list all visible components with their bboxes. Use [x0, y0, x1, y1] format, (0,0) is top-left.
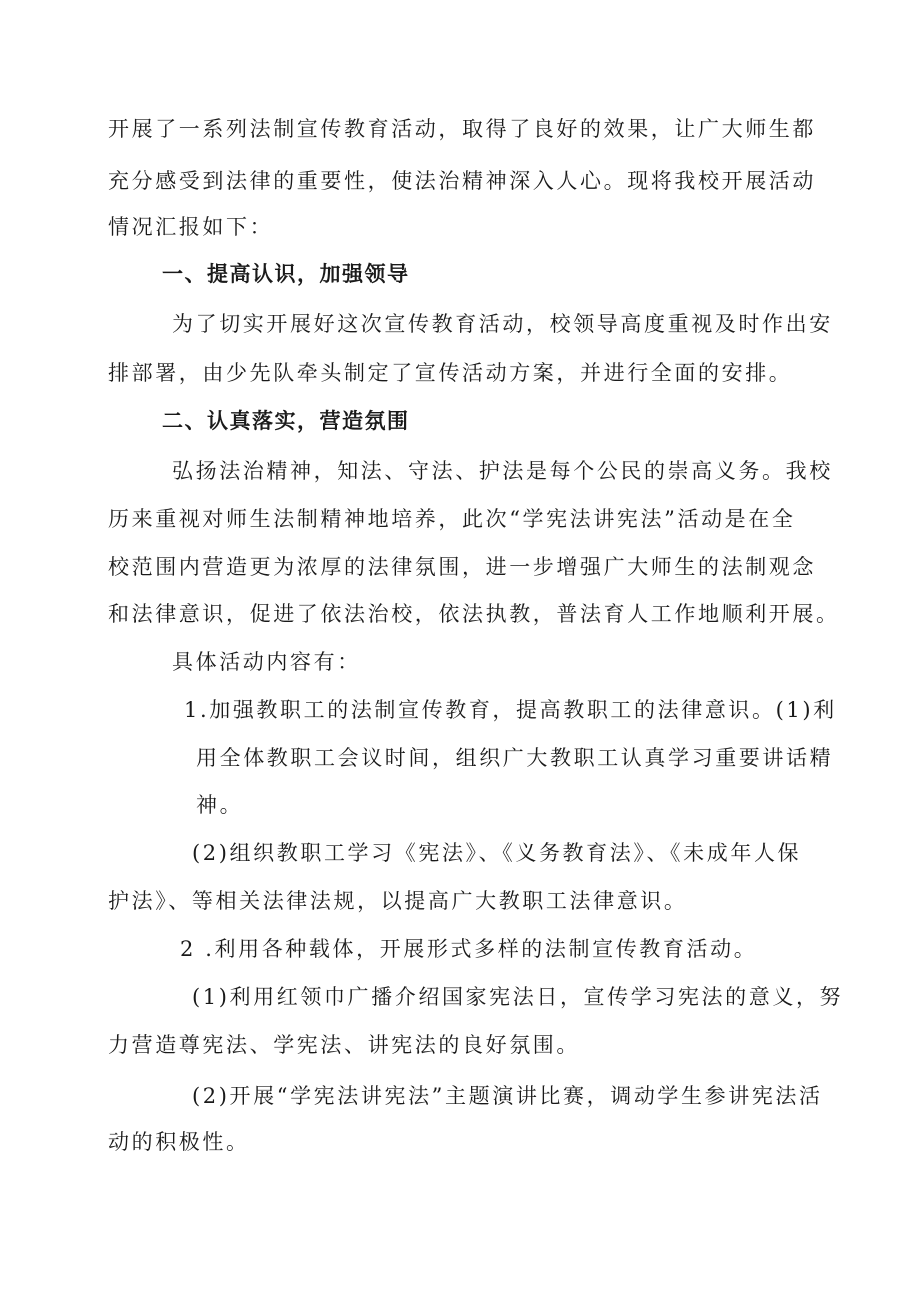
- section-2-heading: 二、认真落实，营造氛围: [162, 409, 410, 433]
- item-2-sub-2-line-2: 动的积极性。: [108, 1130, 250, 1154]
- intro-line-2: 充分感受到法律的重要性，使法治精神深入人心。现将我校开展活动: [108, 169, 816, 193]
- section-1-heading: 一、提高认识，加强领导: [162, 262, 410, 286]
- item-1-line-1: 1.加强教职工的法制宣传教育，提高教职工的法律意识。(1)利: [184, 698, 837, 722]
- section-2-line-2: 历来重视对师生法制精神地培养，此次“学宪法讲宪法”活动是在全: [108, 507, 796, 531]
- section-2-line-4: 和法律意识，促进了依法治校，依法执教，普法育人工作地顺利开展。: [108, 602, 840, 626]
- item-1-line-3: 神。: [196, 793, 244, 817]
- item-1-line-2: 用全体教职工会议时间，组织广大教职工认真学习重要讲话精: [196, 746, 834, 770]
- intro-line-1: 开展了一系列法制宣传教育活动，取得了良好的效果，让广大师生都: [108, 117, 816, 141]
- item-1-sub-2-line-1: (2)组织教职工学习《宪法》、《义务教育法》、《未成年人保: [192, 841, 802, 865]
- section-2-line-1: 弘扬法治精神，知法、守法、护法是每个公民的崇高义务。我校: [172, 459, 833, 483]
- item-2-line-1: 2 .利用各种载体，开展形式多样的法制宣传教育活动。: [180, 937, 758, 961]
- section-1-line-2: 排部署，由少先队牵头制定了宣传活动方案，并进行全面的安排。: [108, 361, 793, 385]
- item-1-sub-2-line-2: 护法》、等相关法律法规，以提高广大教职工法律意识。: [108, 889, 688, 913]
- intro-line-3: 情况汇报如下：: [108, 215, 274, 239]
- section-2-line-3: 校范围内营造更为浓厚的法律氛围，进一步增强广大师生的法制观念: [108, 555, 816, 579]
- content-intro: 具体活动内容有：: [172, 650, 361, 674]
- item-2-sub-2-line-1: (2)开展“学宪法讲宪法”主题演讲比赛，调动学生参讲宪法活: [192, 1084, 823, 1108]
- item-2-sub-1-line-2: 力营造尊宪法、学宪法、讲宪法的良好氛围。: [108, 1033, 580, 1057]
- section-1-line-1: 为了切实开展好这次宣传教育活动，校领导高度重视及时作出安: [172, 312, 833, 336]
- item-2-sub-1-line-1: (1)利用红领巾广播介绍国家宪法日，宣传学习宪法的意义，努: [192, 985, 844, 1009]
